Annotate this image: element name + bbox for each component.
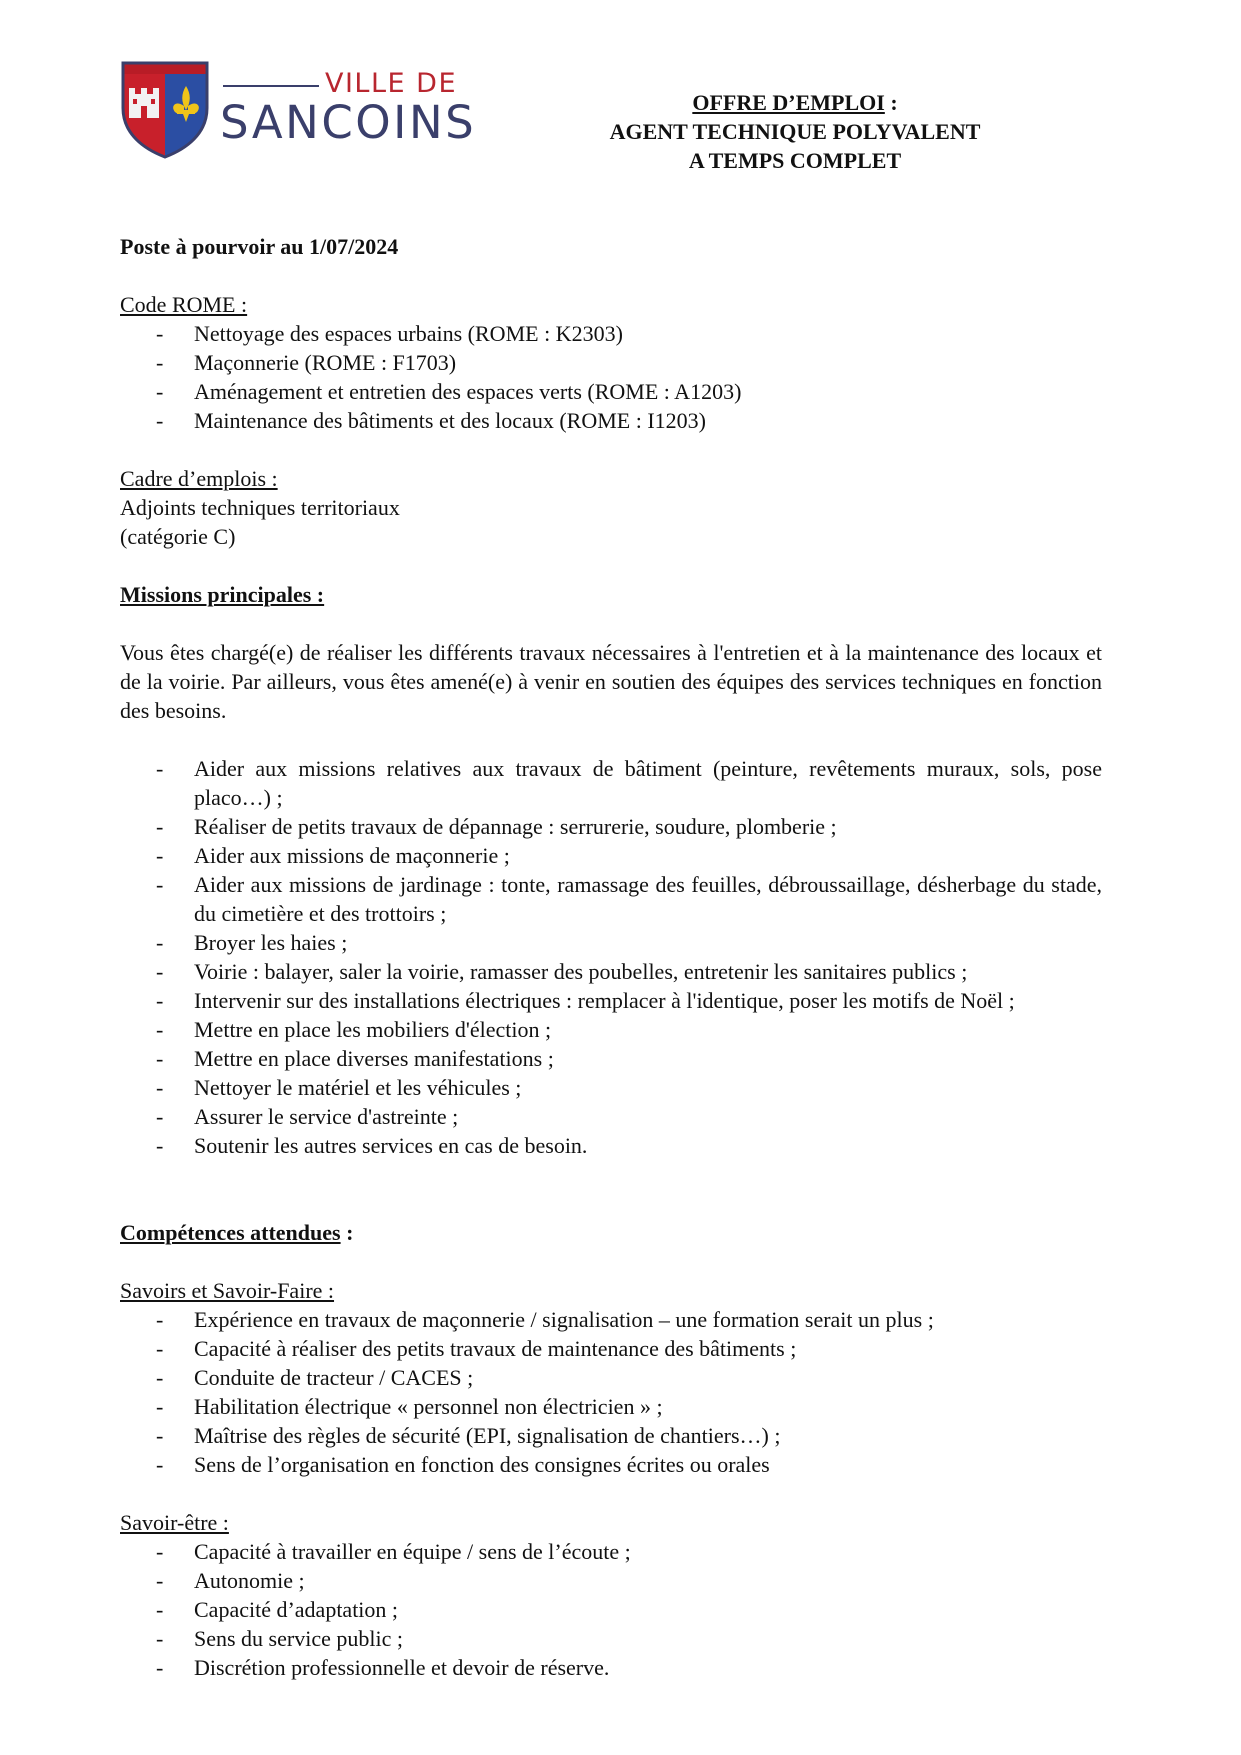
list-item: - Capacité à travailler en équipe / sens de l’écoute ; bbox=[156, 1539, 631, 1564]
list-item: - Nettoyer le matériel et les véhicules ; bbox=[156, 1075, 522, 1100]
list-item: - Aider aux missions de jardinage : tonte, ramassage des feuilles, débroussaillage, désherbage du stade, du cimetière et des trottoirs ; bbox=[156, 872, 1102, 926]
code-rome-label: Code ROME : bbox=[120, 292, 248, 317]
offer-title: OFFRE D’EMPLOI bbox=[692, 90, 885, 115]
missions-list bbox=[120, 754, 1102, 1160]
list-item: - Habilitation électrique « personnel non électricien » ; bbox=[156, 1394, 663, 1419]
list-item: - Mettre en place diverses manifestations ; bbox=[156, 1046, 554, 1071]
list-item: - Aider aux missions relatives aux travaux de bâtiment (peinture, revêtements muraux, sols, pose placo…) ; bbox=[156, 756, 1102, 810]
list-item: - Intervenir sur des installations électriques : remplacer à l'identique, poser les motifs de Noël ; bbox=[156, 988, 1015, 1013]
competences-heading: Compétences attendues : bbox=[120, 1220, 354, 1245]
list-item: - Mettre en place les mobiliers d'élection ; bbox=[156, 1017, 552, 1042]
list-item: - Expérience en travaux de maçonnerie / signalisation – une formation serait un plus ; bbox=[156, 1307, 934, 1332]
savoirs-list bbox=[120, 1305, 1102, 1479]
offer-header-line1 bbox=[560, 88, 1030, 117]
list-item: - Sens de l’organisation en fonction des consignes écrites ou orales bbox=[156, 1452, 770, 1477]
cadre-category: (catégorie C) bbox=[120, 524, 236, 549]
missions-heading: Missions principales : bbox=[120, 582, 325, 607]
list-item: - Maçonnerie (ROME : F1703) bbox=[156, 350, 457, 375]
logo-divider bbox=[223, 85, 319, 87]
list-item: - Capacité à réaliser des petits travaux de maintenance des bâtiments ; bbox=[156, 1336, 797, 1361]
list-item: - Discrétion professionnelle et devoir de réserve. bbox=[156, 1655, 610, 1680]
offer-header bbox=[560, 88, 1030, 175]
savoir-etre-label: Savoir-être : bbox=[120, 1510, 229, 1535]
list-item: - Maintenance des bâtiments et des locaux (ROME : I1203) bbox=[156, 408, 706, 433]
missions-intro: Vous êtes chargé(e) de réaliser les différents travaux nécessaires à l'entretien et à la maintenance des locaux et de la voirie. Par ailleurs, vous êtes amené(e) à venir en soutien des équipes des services techniques en fonction des besoins. bbox=[120, 640, 1102, 723]
start-date: Poste à pourvoir au 1/07/2024 bbox=[120, 234, 399, 259]
list-item: - Nettoyage des espaces urbains (ROME : K2303) bbox=[156, 321, 623, 346]
savoir-etre-list bbox=[120, 1537, 1102, 1682]
coat-of-arms-icon bbox=[120, 60, 210, 160]
offer-body bbox=[120, 232, 1102, 1682]
list-item: - Maîtrise des règles de sécurité (EPI, signalisation de chantiers…) ; bbox=[156, 1423, 781, 1448]
list-item: - Voirie : balayer, saler la voirie, ramasser des poubelles, entretenir les sanitaires publics ; bbox=[156, 959, 968, 984]
list-item: - Assurer le service d'astreinte ; bbox=[156, 1104, 459, 1129]
list-item: - Aménagement et entretien des espaces verts (ROME : A1203) bbox=[156, 379, 742, 404]
list-item: - Réaliser de petits travaux de dépannage : serrurerie, soudure, plomberie ; bbox=[156, 814, 837, 839]
code-rome-list bbox=[120, 319, 1102, 435]
list-item: - Capacité d’adaptation ; bbox=[156, 1597, 399, 1622]
logo-town-name: SANCOINS bbox=[220, 96, 477, 149]
list-item: - Broyer les haies ; bbox=[156, 930, 348, 955]
list-item: - Aider aux missions de maçonnerie ; bbox=[156, 843, 510, 868]
cadre-line: Adjoints techniques territoriaux bbox=[120, 495, 400, 520]
offer-contract-type: A TEMPS COMPLET bbox=[688, 148, 902, 173]
list-item: - Soutenir les autres services en cas de besoin. bbox=[156, 1133, 588, 1158]
offer-job-title: AGENT TECHNIQUE POLYVALENT bbox=[609, 119, 981, 144]
logo-ville-text: VILLE DE bbox=[325, 68, 458, 99]
cadre-label: Cadre d’emplois : bbox=[120, 466, 278, 491]
ville-de-sancoins-logo bbox=[120, 60, 477, 162]
list-item: - Autonomie ; bbox=[156, 1568, 305, 1593]
list-item: - Conduite de tracteur / CACES ; bbox=[156, 1365, 474, 1390]
list-item: - Sens du service public ; bbox=[156, 1626, 403, 1651]
offer-title-suffix: : bbox=[884, 90, 898, 115]
savoirs-label: Savoirs et Savoir-Faire : bbox=[120, 1278, 335, 1303]
